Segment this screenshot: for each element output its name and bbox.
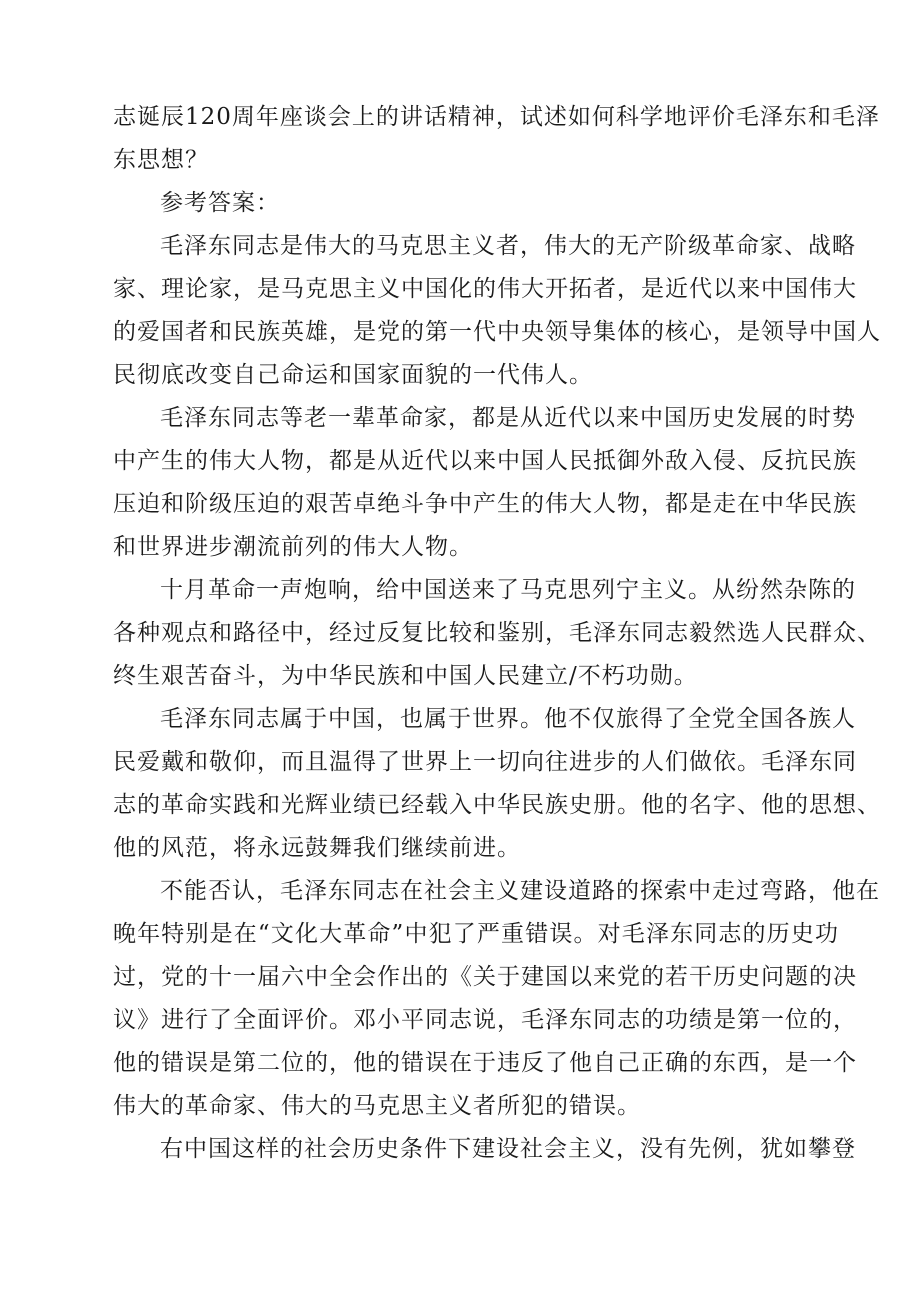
paragraph-line: 不能否认，毛泽东同志在社会主义建设道路的探索中走过弯路，他在	[160, 878, 880, 904]
paragraph-3	[113, 569, 881, 698]
question-text	[113, 96, 880, 182]
paragraph-line: 志的革命实践和光辉业绩已经载入中华民族史册。他的名字、他的思想、	[113, 792, 881, 818]
paragraph-line: 过，党的十一届六中全会作出的《关于建国以来党的若干历史问题的决	[113, 964, 857, 990]
paragraph-line: 毛泽东同志是伟大的马克思主义者，伟大的无产阶级革命家、战略	[160, 233, 856, 259]
paragraph-5	[113, 870, 880, 1128]
paragraph-line: 家、理论家，是马克思主义中国化的伟大开拓者，是近代以来中国伟大	[113, 276, 857, 302]
paragraph-line: 终生艰苦奋斗，为中华民族和中国人民建立/不朽功勋。	[113, 663, 698, 689]
paragraph-line: 右中国这样的社会历史条件下建设社会主义，没有先例，犹如攀登	[160, 1136, 856, 1162]
question-line-1: 志诞辰120周年座谈会上的讲话精神，试述如何科学地评价毛泽东和毛泽	[113, 104, 880, 130]
paragraph-line: 晚年特别是在“文化大革命”中犯了严重错误。对毛泽东同志的历史功	[113, 921, 839, 947]
paragraph-line: 议》进行了全面评价。邓小平同志说，毛泽东同志的功绩是第一位的，	[113, 1007, 857, 1033]
paragraph-4	[113, 698, 881, 870]
paragraph-2	[113, 397, 857, 569]
paragraph-line: 十月革命一声炮响，给中国送来了马克思列宁主义。从纷然杂陈的	[160, 577, 856, 603]
paragraph-line: 民爱戴和敬仰，而且温得了世界上一切向往进步的人们做依。毛泽东同	[113, 749, 857, 775]
paragraph-line: 和世界进步潮流前列的伟大人物。	[113, 534, 473, 560]
paragraph-line: 伟大的革命家、伟大的马克思主义者所犯的错误。	[113, 1093, 641, 1119]
paragraph-line: 民彻底改变自己命运和国家面貌的一代伟人。	[113, 362, 593, 388]
paragraph-1	[113, 225, 881, 397]
document-page	[113, 96, 881, 1171]
paragraph-line: 他的错误是第二位的，他的错误在于违反了他自己正确的东西，是一个	[113, 1050, 857, 1076]
question-line-2: 东思想？	[113, 147, 209, 173]
paragraph-line: 毛泽东同志属于中国，也属于世界。他不仅旅得了全党全国各族人	[160, 706, 856, 732]
paragraph-line: 的爱国者和民族英雄，是党的第一代中央领导集体的核心，是领导中国人	[113, 319, 881, 345]
paragraph-line: 压迫和阶级压迫的艰苦卓绝斗争中产生的伟大人物，都是走在中华民族	[113, 491, 857, 517]
paragraph-6	[113, 1128, 856, 1171]
answer-label: 参考答案：	[160, 190, 280, 216]
paragraph-line: 毛泽东同志等老一辈革命家，都是从近代以来中国历史发展的时势	[160, 405, 856, 431]
paragraph-line: 中产生的伟大人物，都是从近代以来中国人民抵御外敌入侵、反抗民族	[113, 448, 857, 474]
paragraph-line: 各种观点和路径中，经过反复比较和鉴别，毛泽东同志毅然选人民群众、	[113, 620, 881, 646]
paragraph-line: 他的风范，将永远鼓舞我们继续前进。	[113, 835, 521, 861]
